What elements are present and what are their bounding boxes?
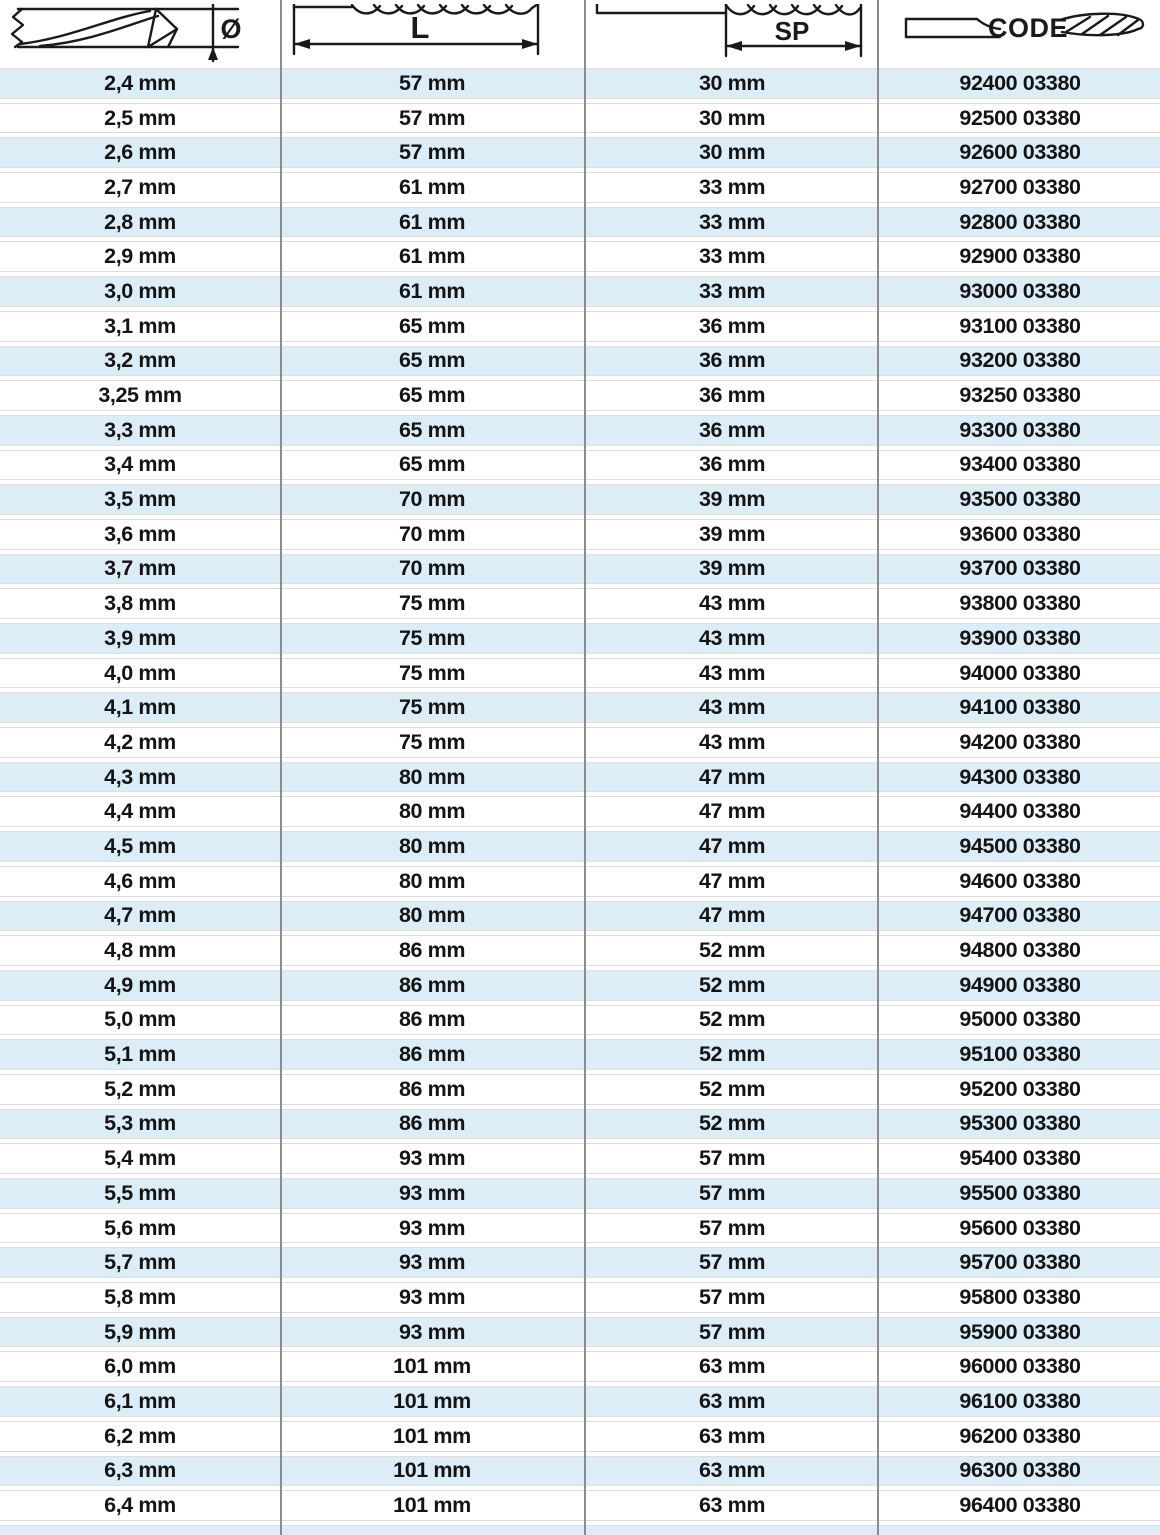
table-row	[0, 901, 1160, 932]
cell-diameter: 4,2 mm	[0, 727, 280, 758]
cell-length: 61 mm	[280, 276, 584, 307]
cell-spiral_length: 39 mm	[584, 519, 880, 550]
column-divider	[877, 0, 879, 1535]
table-row	[0, 1490, 1160, 1521]
header-row	[0, 4, 1160, 64]
cell-diameter: 2,4 mm	[0, 68, 280, 99]
cell-diameter: 6,0 mm	[0, 1351, 280, 1382]
cell-length: 61 mm	[280, 241, 584, 272]
cell-spiral_length: 63 mm	[584, 1490, 880, 1521]
table-row	[0, 137, 1160, 168]
cell-spiral_length: 57 mm	[584, 1143, 880, 1174]
col-header-diameter	[0, 4, 280, 64]
cell-code: 94000 03380	[880, 658, 1160, 689]
cell-code: 96000 03380	[880, 1351, 1160, 1382]
table-row	[0, 762, 1160, 793]
cell-diameter: 4,3 mm	[0, 762, 280, 793]
table-row	[0, 1143, 1160, 1174]
cell-diameter: 3,4 mm	[0, 450, 280, 481]
table-row	[0, 484, 1160, 515]
cell-spiral_length: 33 mm	[584, 172, 880, 203]
table-row	[0, 450, 1160, 481]
cell-length: 80 mm	[280, 796, 584, 827]
cell-length: 93 mm	[280, 1247, 584, 1278]
cell-diameter: 4,0 mm	[0, 658, 280, 689]
cell-diameter: 4,9 mm	[0, 970, 280, 1001]
table-row	[0, 519, 1160, 550]
cell-length: 61 mm	[280, 207, 584, 238]
table-row	[0, 796, 1160, 827]
cell-length: 101 mm	[280, 1351, 584, 1382]
cell-code: 95800 03380	[880, 1282, 1160, 1313]
table-row	[0, 1386, 1160, 1417]
cell-length: 57 mm	[280, 68, 584, 99]
cell-diameter: 2,9 mm	[0, 241, 280, 272]
table-row	[0, 1074, 1160, 1105]
cell-length: 57 mm	[280, 137, 584, 168]
cell-diameter: 4,6 mm	[0, 866, 280, 897]
drill-diameter-diagram-icon	[0, 4, 280, 64]
cell-length: 80 mm	[280, 762, 584, 793]
table-row	[0, 588, 1160, 619]
cell-length: 93 mm	[280, 1178, 584, 1209]
table-row	[0, 1039, 1160, 1070]
diameter-symbol-label: Ø	[220, 14, 242, 44]
table-row	[0, 1247, 1160, 1278]
table-row	[0, 831, 1160, 862]
cell-length: 70 mm	[280, 554, 584, 585]
cell-length: 86 mm	[280, 935, 584, 966]
table-row	[0, 1178, 1160, 1209]
cell-diameter: 4,4 mm	[0, 796, 280, 827]
cell-spiral_length: 43 mm	[584, 588, 880, 619]
cell-code: 92500 03380	[880, 103, 1160, 134]
cell-code: 96200 03380	[880, 1421, 1160, 1452]
cell-length: 65 mm	[280, 380, 584, 411]
cell-code: 93700 03380	[880, 554, 1160, 585]
table-row	[0, 1213, 1160, 1244]
cell-code: 94900 03380	[880, 970, 1160, 1001]
cell-diameter: 6,3 mm	[0, 1456, 280, 1487]
cell-diameter: 3,7 mm	[0, 554, 280, 585]
cell-spiral_length: 30 mm	[584, 137, 880, 168]
cell-length: 93 mm	[280, 1282, 584, 1313]
cell-spiral_length: 63 mm	[584, 1421, 880, 1452]
cell-diameter: 2,7 mm	[0, 172, 280, 203]
cell-code: 95900 03380	[880, 1317, 1160, 1348]
cell-code: 93000 03380	[880, 276, 1160, 307]
cell-spiral_length: 47 mm	[584, 831, 880, 862]
table-row	[0, 380, 1160, 411]
table-row	[0, 241, 1160, 272]
cell-code: 93300 03380	[880, 415, 1160, 446]
col-header-code	[880, 4, 1160, 64]
cell-code: 95000 03380	[880, 1005, 1160, 1036]
table-row	[0, 1005, 1160, 1036]
cell-code: 93100 03380	[880, 311, 1160, 342]
cell-code: 93600 03380	[880, 519, 1160, 550]
cell-spiral_length: 39 mm	[584, 484, 880, 515]
cell-code: 96100 03380	[880, 1386, 1160, 1417]
col-header-length	[280, 4, 584, 64]
cell-length: 70 mm	[280, 484, 584, 515]
cell-code: 95500 03380	[880, 1178, 1160, 1209]
table-header	[0, 4, 1160, 64]
cell-length: 101 mm	[280, 1490, 584, 1521]
cell-diameter: 3,1 mm	[0, 311, 280, 342]
cell-spiral_length: 30 mm	[584, 103, 880, 134]
cell-spiral_length: 39 mm	[584, 554, 880, 585]
cell-length: 75 mm	[280, 623, 584, 654]
cell-spiral_length: 57 mm	[584, 1247, 880, 1278]
cell-spiral_length	[584, 1525, 880, 1535]
column-divider	[280, 0, 282, 1535]
cell-length: 101 mm	[280, 1386, 584, 1417]
cell-spiral_length: 36 mm	[584, 450, 880, 481]
cell-spiral_length: 36 mm	[584, 346, 880, 377]
table-row	[0, 554, 1160, 585]
cell-diameter: 2,5 mm	[0, 103, 280, 134]
table-row	[0, 1282, 1160, 1313]
table-row	[0, 276, 1160, 307]
table-body	[0, 68, 1160, 1535]
spiral-symbol-label: SP	[774, 16, 810, 46]
cell-code: 94700 03380	[880, 901, 1160, 932]
cell-code: 93400 03380	[880, 450, 1160, 481]
cell-spiral_length: 47 mm	[584, 762, 880, 793]
cell-code: 96400 03380	[880, 1490, 1160, 1521]
cell-spiral_length: 33 mm	[584, 241, 880, 272]
cell-diameter: 3,0 mm	[0, 276, 280, 307]
cell-code: 95300 03380	[880, 1109, 1160, 1140]
cell-spiral_length: 43 mm	[584, 623, 880, 654]
cell-length: 65 mm	[280, 415, 584, 446]
cell-spiral_length: 33 mm	[584, 276, 880, 307]
cell-spiral_length: 57 mm	[584, 1178, 880, 1209]
cell-length: 75 mm	[280, 727, 584, 758]
cell-spiral_length: 57 mm	[584, 1317, 880, 1348]
cell-diameter: 5,2 mm	[0, 1074, 280, 1105]
cell-code: 92700 03380	[880, 172, 1160, 203]
cell-length: 93 mm	[280, 1213, 584, 1244]
cell-length: 70 mm	[280, 519, 584, 550]
cell-length: 86 mm	[280, 970, 584, 1001]
table-row	[0, 207, 1160, 238]
cell-spiral_length: 36 mm	[584, 311, 880, 342]
table-row	[0, 658, 1160, 689]
cell-code: 93900 03380	[880, 623, 1160, 654]
table-row	[0, 970, 1160, 1001]
cell-diameter	[0, 1525, 280, 1535]
cell-code: 96300 03380	[880, 1456, 1160, 1487]
cell-spiral_length: 52 mm	[584, 1074, 880, 1105]
cell-diameter: 5,7 mm	[0, 1247, 280, 1278]
cell-code: 94300 03380	[880, 762, 1160, 793]
cell-spiral_length: 52 mm	[584, 1039, 880, 1070]
cell-spiral_length: 43 mm	[584, 658, 880, 689]
column-divider	[584, 0, 586, 1535]
cell-diameter: 3,25 mm	[0, 380, 280, 411]
table-row	[0, 311, 1160, 342]
cell-code: 95100 03380	[880, 1039, 1160, 1070]
cell-length: 75 mm	[280, 658, 584, 689]
cell-diameter: 3,3 mm	[0, 415, 280, 446]
cell-code: 93200 03380	[880, 346, 1160, 377]
cell-code: 92400 03380	[880, 68, 1160, 99]
cell-diameter: 4,7 mm	[0, 901, 280, 932]
cell-code: 94100 03380	[880, 692, 1160, 723]
cell-spiral_length: 63 mm	[584, 1351, 880, 1382]
cell-spiral_length: 52 mm	[584, 1109, 880, 1140]
cell-spiral_length: 57 mm	[584, 1282, 880, 1313]
table-row	[0, 1109, 1160, 1140]
cell-code: 93500 03380	[880, 484, 1160, 515]
cell-diameter: 5,1 mm	[0, 1039, 280, 1070]
cell-code: 92800 03380	[880, 207, 1160, 238]
table-row	[0, 935, 1160, 966]
cell-code: 95400 03380	[880, 1143, 1160, 1174]
cell-diameter: 3,6 mm	[0, 519, 280, 550]
cell-spiral_length: 43 mm	[584, 692, 880, 723]
cell-length: 101 mm	[280, 1421, 584, 1452]
table-row	[0, 1421, 1160, 1452]
cell-diameter: 6,1 mm	[0, 1386, 280, 1417]
cell-length: 65 mm	[280, 311, 584, 342]
col-header-spiral-length	[584, 4, 880, 64]
cell-code: 94600 03380	[880, 866, 1160, 897]
cell-code: 95700 03380	[880, 1247, 1160, 1278]
cell-code: 93250 03380	[880, 380, 1160, 411]
table-row	[0, 623, 1160, 654]
cell-diameter: 5,3 mm	[0, 1109, 280, 1140]
table-row	[0, 68, 1160, 99]
table-row	[0, 103, 1160, 134]
cell-length: 93 mm	[280, 1317, 584, 1348]
cell-length: 86 mm	[280, 1039, 584, 1070]
cell-spiral_length: 36 mm	[584, 380, 880, 411]
cell-code: 95200 03380	[880, 1074, 1160, 1105]
cell-code: 94500 03380	[880, 831, 1160, 862]
table-row	[0, 172, 1160, 203]
cell-length: 80 mm	[280, 901, 584, 932]
table-row	[0, 1456, 1160, 1487]
cell-diameter: 3,9 mm	[0, 623, 280, 654]
cell-diameter: 5,8 mm	[0, 1282, 280, 1313]
table-row	[0, 346, 1160, 377]
cell-code: 95600 03380	[880, 1213, 1160, 1244]
cell-diameter: 5,0 mm	[0, 1005, 280, 1036]
code-symbol-label: CODE	[987, 13, 1069, 43]
cell-spiral_length: 52 mm	[584, 935, 880, 966]
cell-diameter: 3,5 mm	[0, 484, 280, 515]
cell-diameter: 4,8 mm	[0, 935, 280, 966]
cell-diameter: 3,8 mm	[0, 588, 280, 619]
drill-code-diagram-icon	[880, 4, 1160, 64]
cell-diameter: 4,5 mm	[0, 831, 280, 862]
cell-diameter: 6,4 mm	[0, 1490, 280, 1521]
cell-length: 86 mm	[280, 1005, 584, 1036]
cell-code: 92900 03380	[880, 241, 1160, 272]
cell-length: 61 mm	[280, 172, 584, 203]
cell-length: 86 mm	[280, 1074, 584, 1105]
cell-code: 94400 03380	[880, 796, 1160, 827]
table-row-partial	[0, 1525, 1160, 1535]
cell-length: 57 mm	[280, 103, 584, 134]
cell-length: 75 mm	[280, 692, 584, 723]
cell-spiral_length: 63 mm	[584, 1386, 880, 1417]
cell-code: 94200 03380	[880, 727, 1160, 758]
cell-code	[880, 1525, 1160, 1535]
cell-spiral_length: 47 mm	[584, 796, 880, 827]
table-row	[0, 1317, 1160, 1348]
table-row	[0, 692, 1160, 723]
cell-length: 86 mm	[280, 1109, 584, 1140]
cell-spiral_length: 36 mm	[584, 415, 880, 446]
cell-length: 80 mm	[280, 831, 584, 862]
cell-code: 93800 03380	[880, 588, 1160, 619]
table-row	[0, 866, 1160, 897]
cell-length: 65 mm	[280, 450, 584, 481]
cell-diameter: 5,6 mm	[0, 1213, 280, 1244]
cell-spiral_length: 47 mm	[584, 901, 880, 932]
cell-diameter: 6,2 mm	[0, 1421, 280, 1452]
cell-diameter: 5,9 mm	[0, 1317, 280, 1348]
cell-length: 80 mm	[280, 866, 584, 897]
table-row	[0, 415, 1160, 446]
cell-length: 65 mm	[280, 346, 584, 377]
cell-spiral_length: 43 mm	[584, 727, 880, 758]
cell-diameter: 3,2 mm	[0, 346, 280, 377]
cell-diameter: 5,5 mm	[0, 1178, 280, 1209]
cell-code: 94800 03380	[880, 935, 1160, 966]
cell-spiral_length: 52 mm	[584, 970, 880, 1001]
cell-diameter: 2,8 mm	[0, 207, 280, 238]
cell-length: 75 mm	[280, 588, 584, 619]
cell-spiral_length: 52 mm	[584, 1005, 880, 1036]
cell-length: 101 mm	[280, 1456, 584, 1487]
drill-length-diagram-icon	[280, 4, 584, 64]
cell-spiral_length: 47 mm	[584, 866, 880, 897]
drill-spiral-length-diagram-icon	[584, 4, 880, 64]
cell-spiral_length: 63 mm	[584, 1456, 880, 1487]
cell-code: 92600 03380	[880, 137, 1160, 168]
cell-length: 93 mm	[280, 1143, 584, 1174]
table-row	[0, 1351, 1160, 1382]
table-row	[0, 727, 1160, 758]
cell-spiral_length: 33 mm	[584, 207, 880, 238]
cell-spiral_length: 30 mm	[584, 68, 880, 99]
cell-spiral_length: 57 mm	[584, 1213, 880, 1244]
cell-diameter: 2,6 mm	[0, 137, 280, 168]
cell-length	[280, 1525, 584, 1535]
cell-diameter: 4,1 mm	[0, 692, 280, 723]
length-symbol-label: L	[410, 10, 430, 45]
cell-diameter: 5,4 mm	[0, 1143, 280, 1174]
